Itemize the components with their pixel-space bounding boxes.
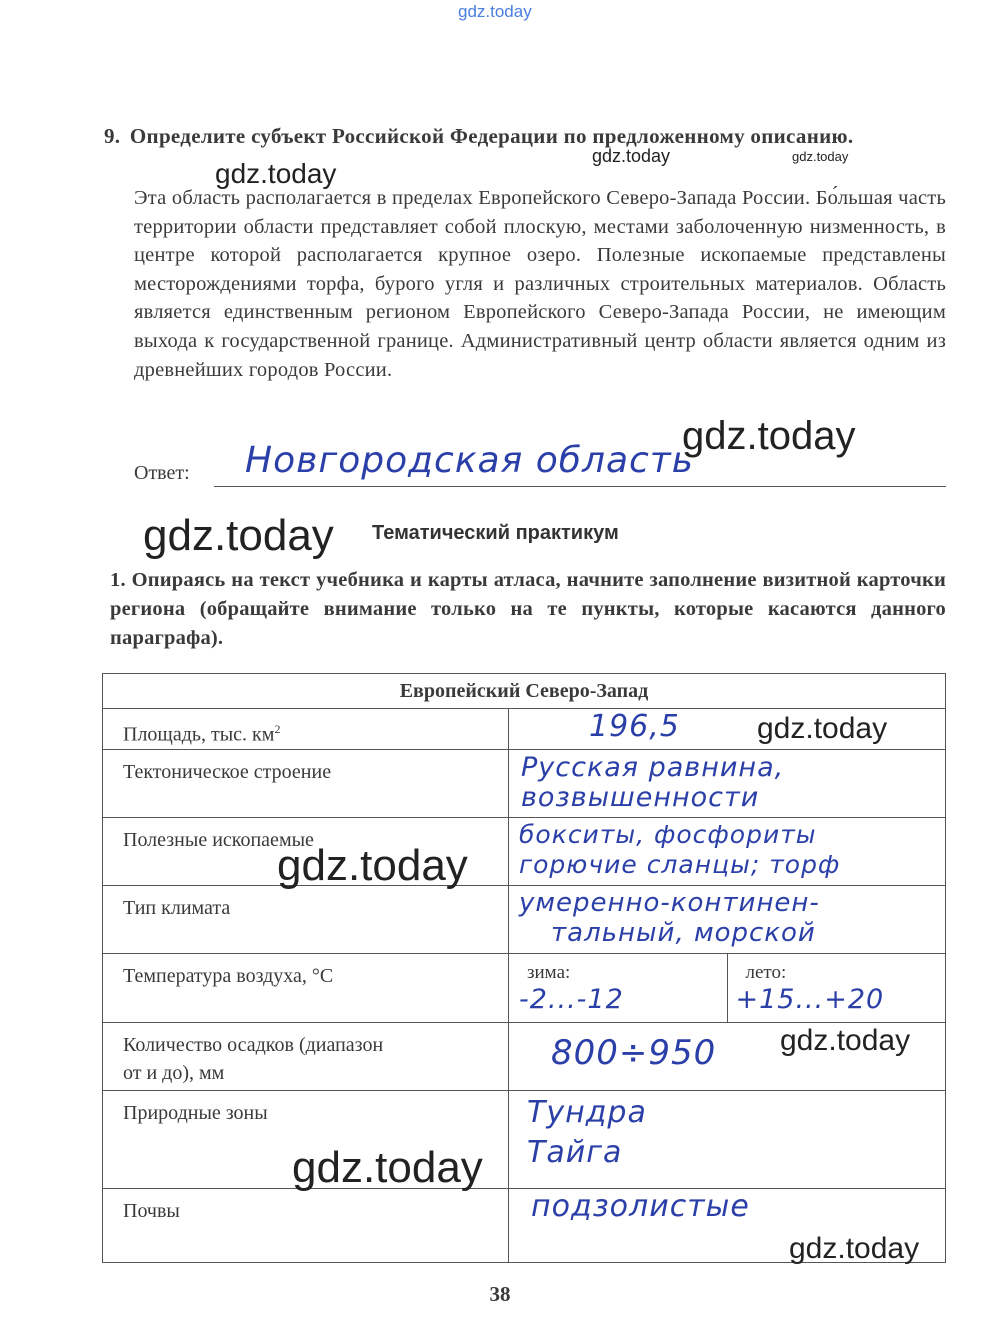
climate-value-line2: тальный, морской [551, 917, 816, 948]
watermark-top: gdz.today [458, 2, 532, 21]
answer-line [214, 486, 946, 487]
answer-value: Новгородская область [245, 440, 694, 481]
minerals-value-cell [509, 817, 946, 885]
table-row-minerals [103, 817, 946, 885]
question-9-title-text: Определите субъект Российской Федерации по предложенному описанию. [129, 124, 854, 148]
soils-label: Почвы [103, 1188, 509, 1262]
page-number: 38 [489, 1282, 511, 1306]
table-row-zones [103, 1090, 946, 1188]
task-1-text: Опираясь на текст учебника и карты атласа, начните заполнение визитной карточки региона (обращайте внимание только на те пункты, которые касаются данного параграфа). [110, 569, 946, 649]
zones-label: Природные зоны [103, 1090, 509, 1188]
tectonics-value-line2: возвышенности [521, 781, 760, 813]
table-row-tectonics [103, 749, 946, 817]
winter-label: зима: [527, 961, 571, 983]
table-row-climate [103, 885, 946, 953]
winter-cell [509, 954, 727, 1022]
precipitation-label [103, 1022, 509, 1090]
temperature-split [509, 954, 945, 1022]
area-label-sup: 2 [274, 722, 281, 736]
watermark: gdz.today [682, 414, 856, 458]
zones-value-cell [509, 1090, 946, 1188]
soils-value: подзолистые [531, 1188, 750, 1224]
summer-value: +15...+20 [735, 983, 885, 1015]
area-label-text: Площадь, тыс. км [123, 723, 275, 746]
section-title: Тематический практикум [372, 522, 619, 544]
summer-cell [727, 954, 946, 1022]
summer-label: лето: [745, 961, 787, 983]
watermark: gdz.today [277, 841, 468, 890]
climate-value-line1: умеренно-континен- [519, 887, 820, 918]
card-title: Европейский Северо-Запад [103, 674, 946, 709]
task-1 [110, 566, 946, 653]
watermark: gdz.today [592, 146, 671, 166]
tectonics-label: Тектоническое строение [103, 749, 509, 817]
watermark: gdz.today [780, 1024, 911, 1057]
area-label [103, 709, 509, 750]
minerals-value-line2: горючие сланцы; торф [519, 849, 841, 879]
temperature-value-cell [509, 953, 946, 1022]
watermark: gdz.today [789, 1232, 920, 1265]
question-9-body: Эта область располагается в пределах Европейского Северо-Запада России. Бо́льшая часть территории области представляет собой плоскую, местами заболоченную низменность, в центре которой располагается крупное озеро. Полезные ископаемые представлены месторождениями торфа, бурого угля и различных строительных материалов. Область является единственным регионом Европейского Северо-Запада России, не имеющим выхода к государственной границе. Административный центр области является одним из древнейших городов России. [134, 187, 946, 381]
climate-value-cell [509, 885, 946, 953]
watermark: gdz.today [792, 149, 849, 164]
region-card-table [102, 673, 946, 1263]
precipitation-label-line1: Количество осадков (диапазон [123, 1033, 384, 1056]
temperature-label: Температура воздуха, °С [103, 953, 509, 1022]
question-9-title [104, 122, 946, 151]
watermark: gdz.today [292, 1143, 483, 1192]
tectonics-value-line1: Русская равнина, [521, 751, 785, 783]
minerals-value-line1: бокситы, фосфориты [519, 819, 817, 849]
task-1-number: 1. [110, 569, 126, 591]
winter-value: -2...-12 [519, 983, 624, 1015]
table-row-temperature [103, 953, 946, 1022]
question-9-number: 9. [104, 124, 121, 148]
precipitation-label-line2: от и до), мм [123, 1061, 225, 1084]
tectonics-value-cell [509, 749, 946, 817]
card-header-row [103, 674, 946, 709]
zones-value-line1: Тундра [527, 1094, 647, 1130]
climate-label: Тип климата [103, 885, 509, 953]
watermark: gdz.today [215, 158, 337, 189]
zones-value-line2: Тайга [527, 1134, 623, 1170]
watermark: gdz.today [757, 712, 888, 745]
watermark: gdz.today [143, 511, 334, 560]
precipitation-value: 800÷950 [551, 1032, 717, 1073]
minerals-label: Полезные ископаемые [103, 817, 509, 885]
answer-label: Ответ: [134, 462, 190, 484]
area-value: 196,5 [589, 709, 680, 744]
